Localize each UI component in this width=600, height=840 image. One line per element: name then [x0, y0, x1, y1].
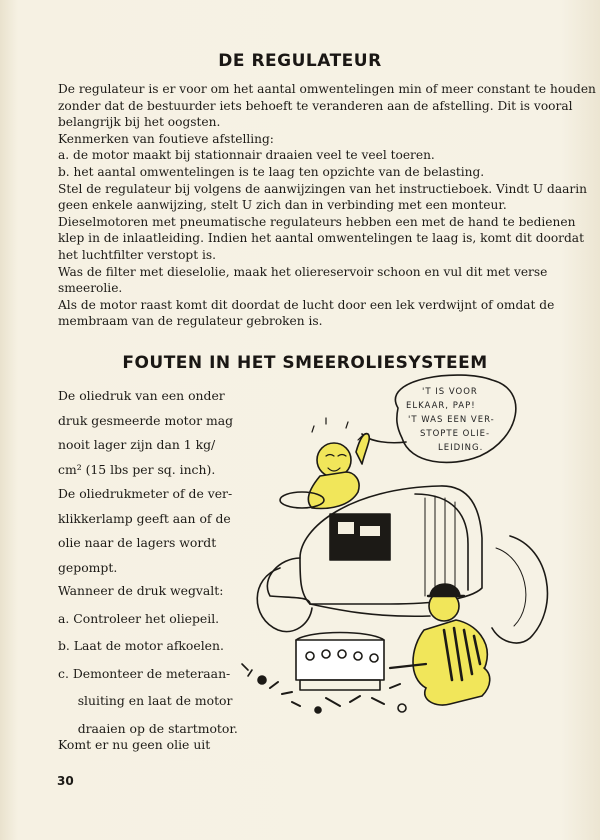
text-line: a. de motor maakt bij stationnair draaien veel te veel toeren.: [58, 148, 435, 163]
step-item: a. Controleer het oliepeil.: [58, 610, 220, 626]
text-line: geen enkele aanwijzing, stelt U zich dan in verbinding met een monteur.: [58, 198, 507, 213]
text-line: nooit lager zijn dan 1 kg/: [58, 437, 216, 452]
text-line: Kenmerken van foutieve afstelling:: [58, 131, 274, 146]
regulateur-text: [58, 81, 596, 330]
text-line: Stel de regulateur bij volgens de aanwijzingen van het instructieboek. Vindt U daarin: [58, 181, 587, 196]
step-item-continued: draaien op de startmotor.: [58, 720, 238, 736]
continuation-line: [58, 733, 258, 758]
step-item-continued: sluiting en laat de motor: [58, 693, 233, 708]
bubble-line: STOPTE OLIE-: [420, 429, 491, 439]
text-line: Komt er nu geen olie uit: [58, 737, 211, 752]
text-line: Dieselmotoren met pneumatische regulateurs hebben een met de hand te bedienen: [58, 214, 576, 229]
section-title-smeeroliesysteem: FOUTEN IN HET SMEEROLIESYSTEEM: [122, 353, 488, 373]
text-line: olie naar de lagers wordt: [58, 535, 217, 550]
text-line: membraam van de regulateur gebroken is.: [58, 314, 323, 329]
section-title-regulateur: DE REGULATEUR: [218, 51, 382, 71]
text-line: belangrijk bij het oogsten.: [58, 115, 221, 130]
tractor-mechanic-cartoon: [230, 368, 570, 740]
text-line: Wanneer de druk wegvalt:: [58, 583, 224, 598]
bubble-line: 'T WAS EEN VER-: [408, 415, 495, 425]
step-item: b. Laat de motor afkoelen.: [58, 638, 224, 653]
text-line: De oliedrukmeter of de ver-: [58, 486, 233, 501]
text-line: De regulateur is er voor om het aantal omwentelingen min of meer constant te houden: [58, 82, 596, 96]
text-line: druk gesmeerde motor mag: [58, 412, 234, 428]
bubble-line: LEIDING.: [438, 443, 484, 453]
text-line: smeerolie.: [58, 281, 123, 296]
text-line: Was de filter met dieselolie, maak het oliereservoir schoon en vul dit met verse: [58, 264, 548, 279]
pressure-loss-steps: [58, 577, 258, 742]
oil-pressure-intro: [58, 384, 258, 580]
text-line: De oliedruk van een onder: [58, 388, 225, 403]
text-line: gepompt.: [58, 559, 118, 575]
text-line: Als de motor raast komt dit doordat de lucht door een lek verdwijnt of omdat de: [58, 297, 555, 312]
bubble-line: ELKAAR, PAP!: [406, 401, 476, 411]
text-line: klep in de inlaatleiding. Indien het aantal omwentelingen te laag is, komt dit doordat: [58, 231, 584, 246]
text-line: klikkerlamp geeft aan of de: [58, 510, 231, 526]
bubble-line: 'T IS VOOR: [422, 387, 478, 397]
page-number: 30: [57, 774, 74, 788]
text-line: b. het aantal omwentelingen is te laag ten opzichte van de belasting.: [58, 164, 485, 179]
text-line: het luchtfilter verstopt is.: [58, 247, 217, 262]
text-line: cm² (15 lbs per sq. inch).: [58, 461, 216, 477]
text-line: zonder dat de bestuurder iets behoeft te veranderen aan de afstelling. Dit is vooral: [58, 98, 573, 113]
step-item: c. Demonteer de meteraan-: [58, 665, 231, 681]
